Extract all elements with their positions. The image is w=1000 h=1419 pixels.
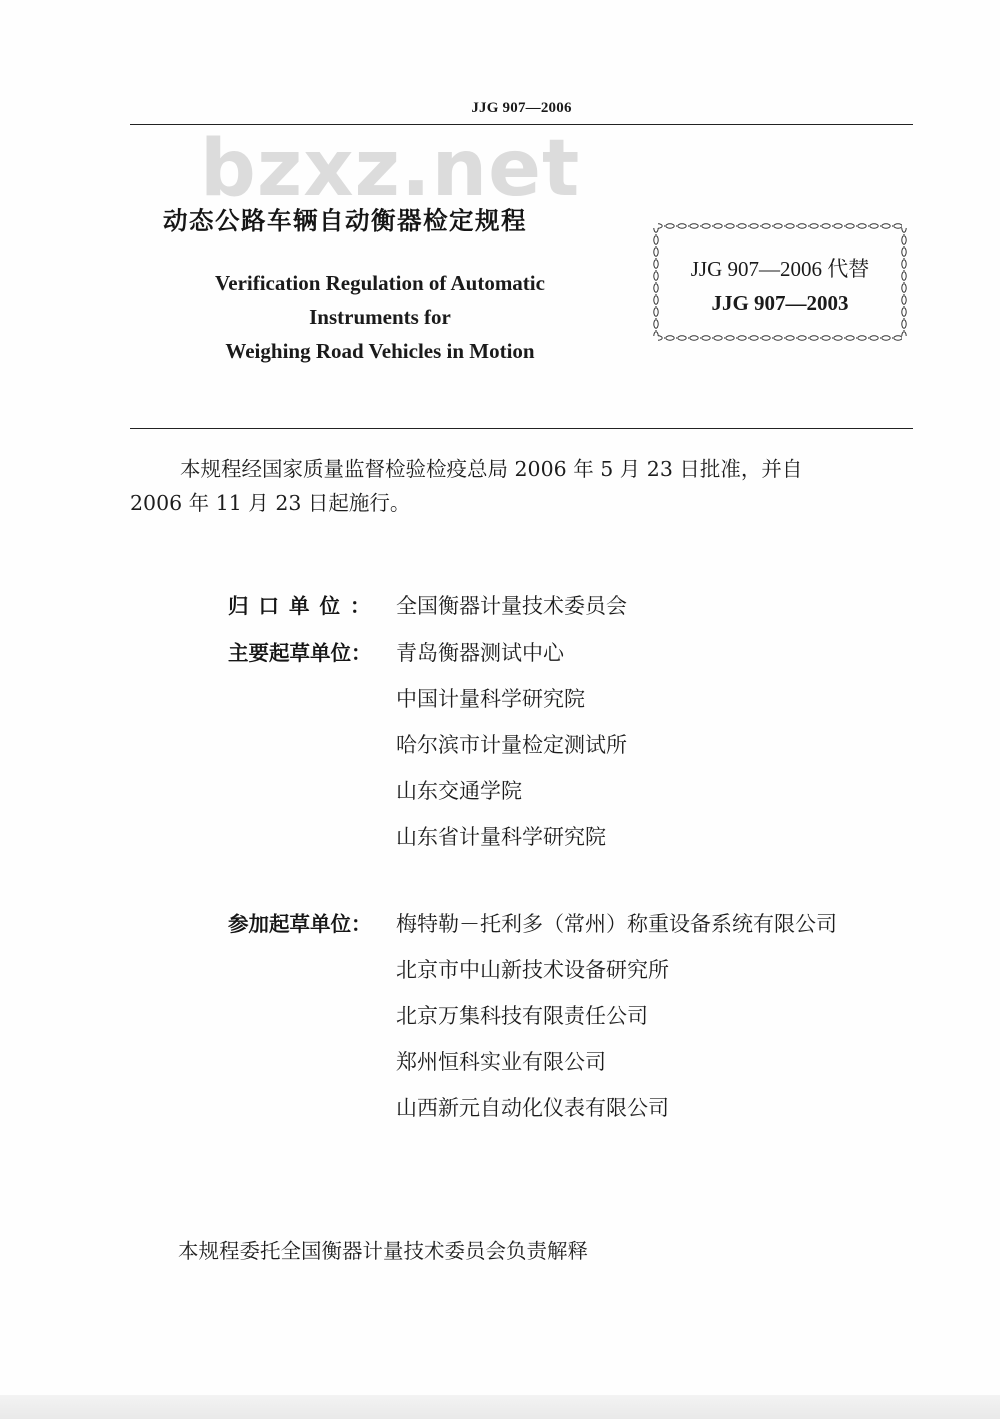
- participating-label: 参加起草单位：: [228, 912, 372, 936]
- main-drafting-unit: 山东省计量科学研究院: [396, 825, 606, 849]
- replacement-line-2: JJG 907—2003: [711, 291, 849, 315]
- title-english: [160, 266, 600, 368]
- watermark: bzxz.net: [200, 124, 581, 214]
- participating-unit: 北京万集科技有限责任公司: [396, 1004, 648, 1028]
- title-english-line: Instruments for: [309, 305, 451, 329]
- responsible-unit-row: [228, 591, 627, 621]
- section-rule: [130, 428, 913, 429]
- header-doc-code: JJG 907—2006: [471, 100, 572, 116]
- main-drafting-unit: 中国计量科学研究院: [396, 687, 585, 711]
- main-drafting-unit: 青岛衡器测试中心: [396, 641, 564, 665]
- title-chinese: 动态公路车辆自动衡器检定规程: [163, 206, 527, 235]
- title-english-line: Verification Regulation of Automatic: [215, 271, 545, 295]
- responsible-unit-label: 归口单位：: [228, 594, 381, 618]
- replacement-line-1: JJG 907—2006 代替: [690, 257, 870, 281]
- participating-row: [228, 909, 837, 939]
- approval-line-2: 2006 年 11 月 23 日起施行。: [130, 491, 411, 515]
- approval-line-1: 本规程经国家质量监督检验检疫总局 2006 年 5 月 23 日批准，并自: [180, 457, 803, 481]
- participating-unit: 北京市中山新技术设备研究所: [396, 958, 669, 982]
- participating-unit: 郑州恒科实业有限公司: [396, 1050, 606, 1074]
- responsible-unit-value: 全国衡器计量技术委员会: [396, 594, 627, 618]
- participating-unit: 山西新元自动化仪表有限公司: [396, 1096, 669, 1120]
- replacement-box: [652, 222, 908, 342]
- main-drafting-unit: 山东交通学院: [396, 779, 522, 803]
- approval-paragraph: [130, 452, 913, 520]
- interpretation-note: 本规程委托全国衡器计量技术委员会负责解释: [178, 1239, 588, 1263]
- main-drafting-unit: 哈尔滨市计量检定测试所: [396, 733, 627, 757]
- main-drafting-row: [228, 638, 564, 668]
- main-drafting-label: 主要起草单位：: [228, 641, 372, 665]
- title-english-line: Weighing Road Vehicles in Motion: [225, 339, 535, 363]
- participating-unit: 梅特勒－托利多（常州）称重设备系统有限公司: [396, 912, 837, 936]
